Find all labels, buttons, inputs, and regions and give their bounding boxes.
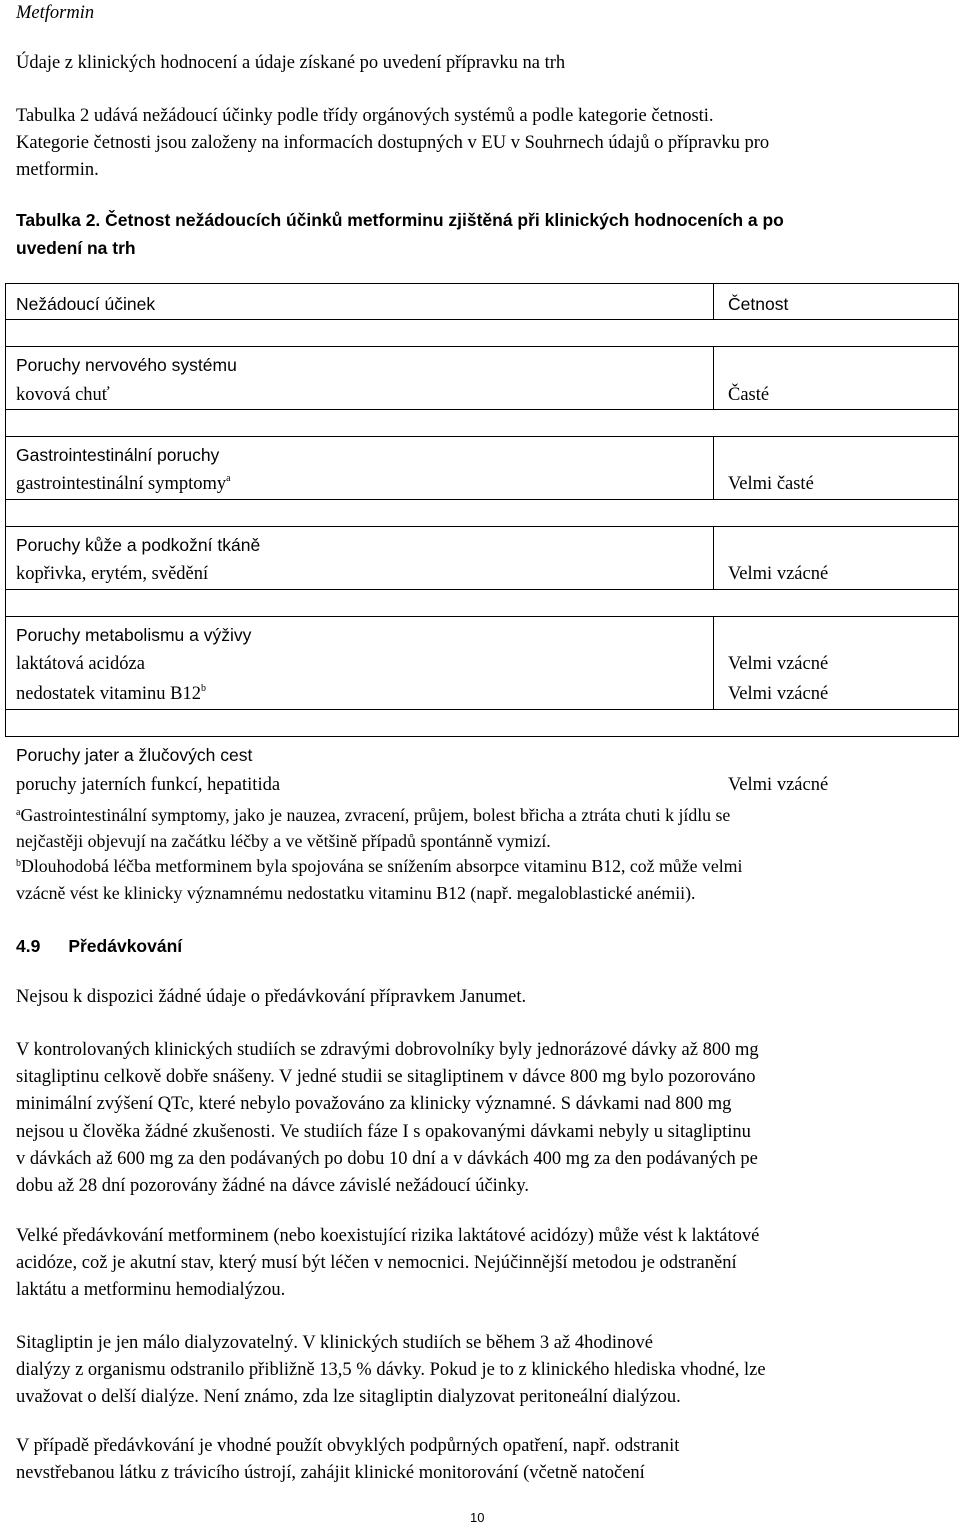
paragraph-line: V kontrolovaných klinických studiích se zdravými dobrovolníky byly jednorázové dávky až 800 mg [16, 1040, 759, 1060]
group-title: Poruchy kůže a podkožní tkáně [16, 535, 261, 555]
paragraph-line: uvažovat o delší dialýze. Není známo, zda lze sitagliptin dialyzovat peritoneální dialýzou. [16, 1387, 681, 1408]
group-title: Poruchy jater a žlučových cest [16, 745, 253, 765]
effect-entry [16, 682, 206, 706]
paragraph-line: nevstřebanou látku z trávicího ústrojí, zahájit klinické monitorování (včetně natočení [16, 1463, 645, 1484]
paragraph-line: Velké předávkování metforminem (nebo koexistující rizika laktátové acidózy) může vést k laktátové [16, 1226, 760, 1246]
effect-name: kopřivka, erytém, svědění [16, 564, 209, 584]
paragraph [16, 1433, 946, 1487]
group-title: Poruchy nervového systému [16, 355, 237, 375]
paragraph [16, 1037, 946, 1200]
footnote-ref: b [200, 683, 206, 694]
footnote-text: Gastrointestinální symptomy, jako je nauzea, zvracení, průjem, bolest břicha a ztráta chuti k jídlu se [20, 805, 731, 825]
table-caption: uvedení na trh [16, 238, 136, 258]
column-header-frequency: Četnost [728, 294, 789, 314]
paragraph-line: laktátu a metforminu hemodialýzou. [16, 1280, 286, 1301]
footnote-b [16, 853, 951, 907]
effect-name: laktátová acidóza [16, 654, 145, 674]
effect-frequency: Velmi vzácné [728, 654, 829, 674]
paragraph-line: acidóze, což je akutní stav, který musí být léčen v nemocnici. Nejúčinnější metodou je odstranění [16, 1253, 737, 1274]
table-caption: Tabulka 2. Četnost nežádoucích účinků metforminu zjištěná při klinických hodnoceních a po [16, 210, 784, 230]
paragraph [16, 984, 946, 1011]
effect-frequency: Časté [728, 385, 770, 405]
footnote-ref: a [226, 473, 231, 484]
effect-frequency: Velmi vzácné [728, 684, 829, 704]
intro-line: Tabulka 2 udává nežádoucí účinky podle třídy orgánových systémů a podle kategorie četnosti. [16, 106, 714, 126]
paragraph-line: nejsou u člověka žádné zkušenosti. Ve studiích fáze I s opakovanými dávkami nebyly u sitagliptinu [16, 1121, 751, 1142]
intro-line: metformin. [16, 160, 99, 180]
paragraph-line: V případě předávkování je vhodné použít obvyklých podpůrných opatření, např. odstranit [16, 1436, 680, 1456]
column-header-effect: Nežádoucí účinek [16, 294, 156, 314]
paragraph-line: minimální zvýšení QTc, které nebylo považováno za klinicky významné. S dávkami nad 800 mg [16, 1094, 732, 1115]
paragraph-line: Nejsou k dispozici žádné údaje o předávkování přípravkem Janumet. [16, 987, 527, 1007]
paragraph-line: v dávkách až 600 mg za den podávaných po dobu 10 dní a v dávkách 400 mg za den podávaných pe [16, 1148, 758, 1169]
subsection-heading: Údaje z klinických hodnocení a údaje získané po uvedení přípravku na trh [16, 53, 566, 73]
page-number: 10 [470, 1510, 485, 1525]
section-title: Předávkování [68, 936, 183, 956]
paragraph [16, 1223, 946, 1305]
effect-frequency: Velmi vzácné [728, 775, 829, 795]
effect-name: gastrointestinální symptomy [16, 474, 227, 494]
paragraph [16, 1330, 946, 1412]
section-number: 4.9 [16, 936, 41, 956]
section-heading [16, 933, 182, 960]
group-title: Gastrointestinální poruchy [16, 445, 220, 465]
footnote-text: nejčastěji objevují na začátku léčby a ve většině případů spontánně vymizí. [16, 831, 551, 851]
effect-name: nedostatek vitaminu B12 [16, 684, 201, 704]
document-header-title: Metformin [16, 3, 95, 23]
intro-line: Kategorie četnosti jsou založeny na informacích dostupných v EU v Souhrnech údajů o přípravku pro [16, 133, 770, 153]
effect-entry [16, 472, 231, 496]
footnote-text: Dlouhodobá léčba metforminem byla spojována se snížením absorpce vitaminu B12, což může velmi [21, 856, 743, 876]
effect-frequency: Velmi časté [728, 474, 814, 494]
footnote-a [16, 802, 951, 854]
paragraph-line: Sitagliptin je jen málo dialyzovatelný. V klinických studiích se během 3 až 4hodinové [16, 1333, 653, 1353]
effect-name: poruchy jaterních funkcí, hepatitida [16, 775, 281, 795]
paragraph-line: sitagliptinu celkově dobře snášeny. V jedné studii se sitagliptinem v dávce 800 mg bylo pozorováno [16, 1067, 756, 1088]
paragraph-line: dialýzy z organismu odstranilo přibližně 13,5 % dávky. Pokud je to z klinického hlediska vhodné, lze [16, 1360, 766, 1381]
effect-frequency: Velmi vzácné [728, 564, 829, 584]
effect-name: kovová chuť [16, 385, 110, 405]
footnote-text: vzácně vést ke klinicky významnému nedostatku vitaminu B12 (např. megaloblastické anémii). [16, 883, 696, 903]
footnote-mark: b [16, 858, 21, 869]
group-title: Poruchy metabolismu a výživy [16, 625, 252, 645]
paragraph-line: dobu až 28 dní pozorovány žádné na dávce závislé nežádoucí účinky. [16, 1176, 529, 1197]
footnote-mark: a [16, 807, 21, 818]
